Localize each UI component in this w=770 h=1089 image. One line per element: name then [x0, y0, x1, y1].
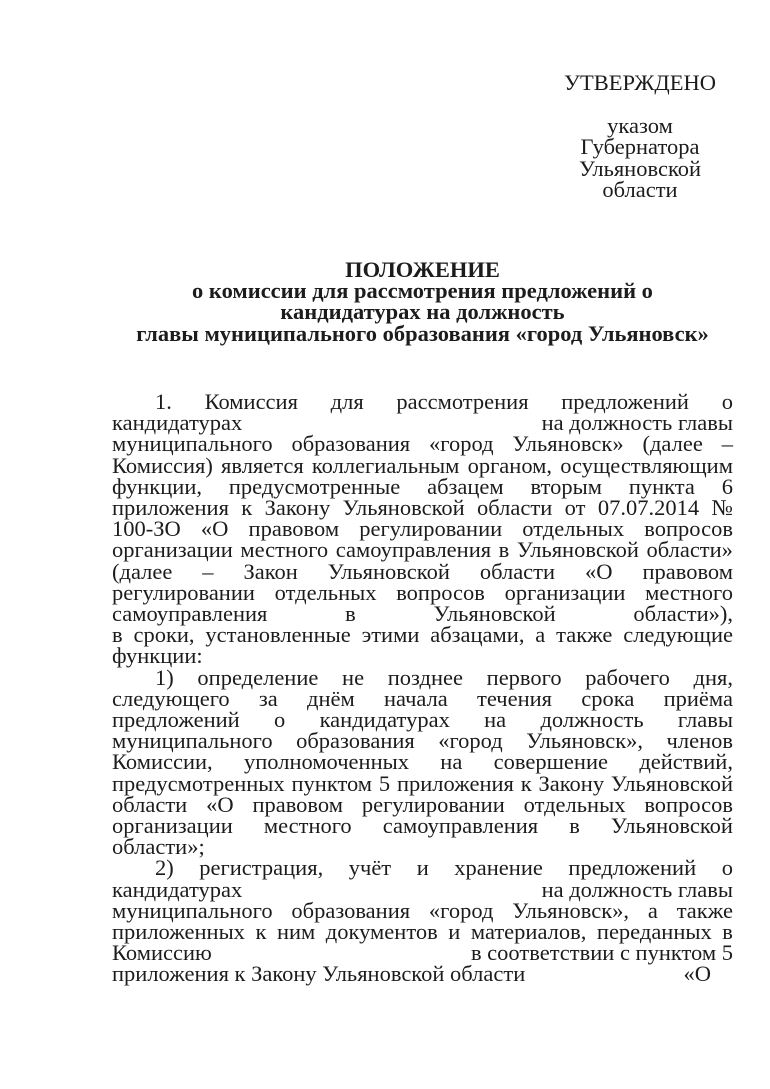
text-segment: области»), — [633, 601, 733, 627]
text-segment: рассмотрения — [396, 389, 529, 414]
text-segment: учёт — [348, 855, 392, 881]
text-segment: на должность главы — [541, 876, 733, 902]
text-line — [112, 897, 733, 923]
text-segment: от — [564, 495, 586, 521]
text-segment: самоуправления — [112, 601, 268, 627]
text-segment: для — [330, 389, 364, 414]
text-segment: предложений — [112, 707, 240, 733]
text-segment: – — [202, 558, 214, 584]
document-title-line: кандидатурах на должность — [280, 299, 565, 325]
text-segment: самоуправления — [382, 813, 539, 839]
text-segment: членов — [666, 728, 733, 754]
text-line — [112, 431, 733, 457]
text-segment: 1. — [155, 389, 172, 414]
text-segment: приёма — [663, 685, 733, 711]
text-segment: кандидатурах — [112, 410, 243, 436]
text-segment: действий, — [639, 749, 733, 775]
text-segment: «О — [683, 961, 711, 987]
paragraph — [112, 664, 733, 860]
text-segment: к — [241, 495, 253, 521]
text-segment: на — [484, 707, 507, 733]
text-segment: в — [722, 919, 733, 945]
text-line — [112, 855, 733, 881]
text-segment: первого — [486, 664, 562, 690]
document-title-line: о комиссии для рассмотрения предложений о — [192, 278, 653, 304]
text-segment: отдельных — [523, 791, 626, 817]
document-title — [112, 259, 733, 344]
text-segment: а — [647, 897, 658, 923]
text-segment: начала — [383, 685, 448, 711]
text-line — [112, 728, 733, 754]
text-segment: Комиссию — [112, 940, 212, 966]
approval-by-block — [535, 115, 745, 200]
text-segment: следующего — [112, 685, 230, 711]
text-segment: главы — [677, 707, 733, 733]
text-segment: Ульяновской — [516, 537, 639, 563]
text-line — [112, 516, 733, 542]
text-line — [112, 685, 733, 711]
text-segment: материалов, — [470, 919, 587, 945]
paragraph — [112, 855, 733, 987]
text-segment: абзацами, — [430, 622, 525, 648]
text-segment: Ульяновской — [610, 770, 733, 796]
text-segment: в — [345, 601, 356, 627]
text-segment: о — [274, 707, 286, 733]
text-segment: (далее — [642, 431, 703, 457]
approval-by-line: Ульяновской — [578, 155, 702, 181]
text-segment: органом, — [467, 452, 553, 478]
text-segment: также — [556, 622, 613, 648]
text-segment: организации — [112, 813, 233, 839]
text-line — [112, 876, 733, 902]
text-line — [112, 791, 733, 817]
approval-by-line: указом — [607, 113, 673, 139]
text-segment: срока — [581, 685, 635, 711]
text-segment: а — [535, 622, 546, 648]
text-segment: на должность главы — [541, 410, 733, 436]
text-segment: вопросов — [644, 791, 733, 817]
text-segment: ним — [276, 919, 316, 945]
text-segment: области — [112, 791, 188, 817]
text-line — [112, 940, 733, 966]
text-segment: предусмотренных — [112, 770, 285, 796]
text-line — [112, 473, 733, 499]
text-segment: регулировании — [112, 579, 255, 605]
text-segment: является — [221, 452, 304, 478]
text-segment: в — [569, 813, 580, 839]
text-segment: области — [477, 495, 553, 521]
text-segment: Ульяновской — [610, 813, 733, 839]
text-segment: абзацем — [427, 473, 504, 499]
text-segment: следующие — [623, 622, 733, 648]
text-segment: и — [416, 855, 429, 881]
text-line — [112, 961, 733, 987]
text-segment: предложений — [568, 855, 697, 881]
document-title-line: ПОЛОЖЕНИЕ — [345, 257, 500, 282]
text-segment: правовом — [252, 791, 343, 817]
text-segment: № — [711, 495, 733, 521]
document-body — [112, 391, 733, 985]
text-segment: совершение — [493, 749, 608, 775]
text-line — [112, 770, 733, 796]
text-segment: приложения к Закону Ульяновской области — [112, 961, 526, 987]
paragraph — [112, 391, 733, 667]
text-segment: приложенных — [112, 919, 245, 945]
text-segment: также — [676, 897, 733, 923]
text-segment: не — [342, 664, 365, 690]
text-segment: о — [721, 855, 733, 881]
text-segment: приложения — [396, 770, 514, 796]
text-segment: за — [258, 685, 278, 711]
text-segment: регистрация, — [199, 855, 324, 881]
text-segment: Комиссия — [204, 389, 298, 414]
text-segment: сроки, — [133, 622, 195, 648]
text-segment: регулировании — [361, 791, 505, 817]
text-segment: местного — [240, 537, 329, 563]
approval-by-line: Губернатора — [580, 134, 700, 160]
approval-block — [535, 72, 745, 200]
text-segment: образования — [291, 897, 411, 923]
text-segment: приложения — [112, 495, 229, 521]
text-segment: уполномоченных — [243, 749, 409, 775]
text-segment: Закон — [243, 558, 298, 584]
text-segment: Закону — [538, 770, 605, 796]
text-segment: дня, — [693, 664, 733, 690]
text-segment: Ульяновской — [327, 558, 450, 584]
text-line — [112, 452, 733, 478]
document-title-line: главы муниципального образования «город Ульяновск» — [136, 320, 709, 346]
text-segment: «О — [206, 791, 234, 817]
text-segment: местного — [263, 813, 352, 839]
text-segment: Комиссия) — [112, 452, 213, 478]
text-segment: 6 — [721, 473, 733, 499]
text-line — [112, 813, 733, 839]
text-segment: образования — [291, 431, 411, 457]
text-segment: о — [721, 389, 733, 414]
text-segment: Ульяновск», — [512, 897, 630, 923]
text-line — [112, 410, 733, 436]
text-segment: правовом — [642, 558, 733, 584]
text-segment: осуществляющим — [560, 452, 733, 478]
text-segment: «город — [428, 897, 494, 923]
text-line: функции: — [112, 643, 203, 669]
text-segment: области — [479, 558, 556, 584]
text-segment: к — [255, 919, 267, 945]
text-segment: документов — [325, 919, 438, 945]
text-segment: позднее — [387, 664, 463, 690]
text-segment: в — [498, 537, 510, 563]
text-segment: вопросов — [396, 579, 485, 605]
text-segment: организации — [504, 579, 626, 605]
text-line — [112, 707, 733, 733]
text-segment: «город — [429, 431, 494, 457]
text-segment: Ульяновск» — [512, 431, 624, 457]
text-segment: в соответствии с пунктом 5 — [470, 940, 733, 966]
text-segment: «город — [438, 728, 503, 754]
text-segment: отдельных — [274, 579, 377, 605]
text-segment: «О — [200, 516, 229, 542]
text-segment: кандидатурах — [319, 707, 450, 733]
text-segment: вторым — [530, 473, 602, 499]
text-segment: днём — [307, 685, 355, 711]
text-line — [112, 537, 733, 563]
text-segment: образования — [296, 728, 415, 754]
text-line — [112, 495, 733, 521]
text-segment: – — [721, 431, 733, 457]
text-segment: определение — [197, 664, 319, 690]
text-segment: на — [440, 749, 463, 775]
text-segment: функции, — [112, 473, 202, 499]
text-segment: предусмотренные — [228, 473, 401, 499]
text-segment: кандидатурах — [112, 876, 243, 902]
text-segment: 1) — [155, 664, 174, 690]
text-segment: рабочего — [585, 664, 670, 690]
text-segment: коллегиальным — [311, 452, 460, 478]
text-line — [112, 601, 733, 627]
text-segment: этими — [361, 622, 420, 648]
text-line: области»; — [112, 834, 205, 860]
text-segment: должность — [540, 707, 644, 733]
text-segment: предложений — [561, 389, 689, 414]
text-line — [112, 622, 733, 648]
text-segment: 5 — [378, 770, 391, 796]
text-segment: течения — [477, 685, 553, 711]
text-segment: Комиссии, — [112, 749, 213, 775]
text-segment: муниципального — [112, 728, 273, 754]
text-segment: и — [448, 919, 461, 945]
text-segment: области» — [646, 537, 733, 563]
text-segment: пункта — [628, 473, 695, 499]
text-segment: отдельных — [522, 516, 625, 542]
text-segment: Ульяновской — [342, 495, 465, 521]
text-line — [112, 919, 733, 945]
text-segment: установленные — [205, 622, 351, 648]
text-line — [112, 664, 733, 690]
text-segment: организации — [112, 537, 233, 563]
text-segment: муниципального — [112, 897, 273, 923]
text-segment: к — [520, 770, 532, 796]
text-segment: местного — [645, 579, 733, 605]
text-segment: 07.07.2014 — [597, 495, 700, 521]
text-segment: хранение — [454, 855, 543, 881]
text-line — [112, 391, 733, 412]
text-segment: 100-ЗО — [112, 516, 181, 542]
text-line — [112, 579, 733, 605]
text-segment: самоуправления — [335, 537, 492, 563]
text-segment: (далее — [112, 558, 173, 584]
text-segment: правовом — [248, 516, 340, 542]
approval-by-line: области — [602, 176, 678, 202]
text-segment: регулировании — [359, 516, 503, 542]
text-line — [112, 749, 733, 775]
text-segment: «О — [585, 558, 613, 584]
text-segment: Закону — [264, 495, 331, 521]
text-segment: вопросов — [644, 516, 733, 542]
text-segment: Ульяновской — [433, 601, 556, 627]
text-line — [112, 558, 733, 584]
text-segment: 2) — [155, 855, 174, 881]
text-segment: пунктом — [291, 770, 373, 796]
text-segment: Ульяновск», — [526, 728, 644, 754]
text-segment: в — [112, 622, 123, 648]
text-segment: муниципального — [112, 431, 273, 457]
text-segment: переданных — [596, 919, 712, 945]
approval-label: УТВЕРЖДЕНО — [564, 70, 716, 95]
